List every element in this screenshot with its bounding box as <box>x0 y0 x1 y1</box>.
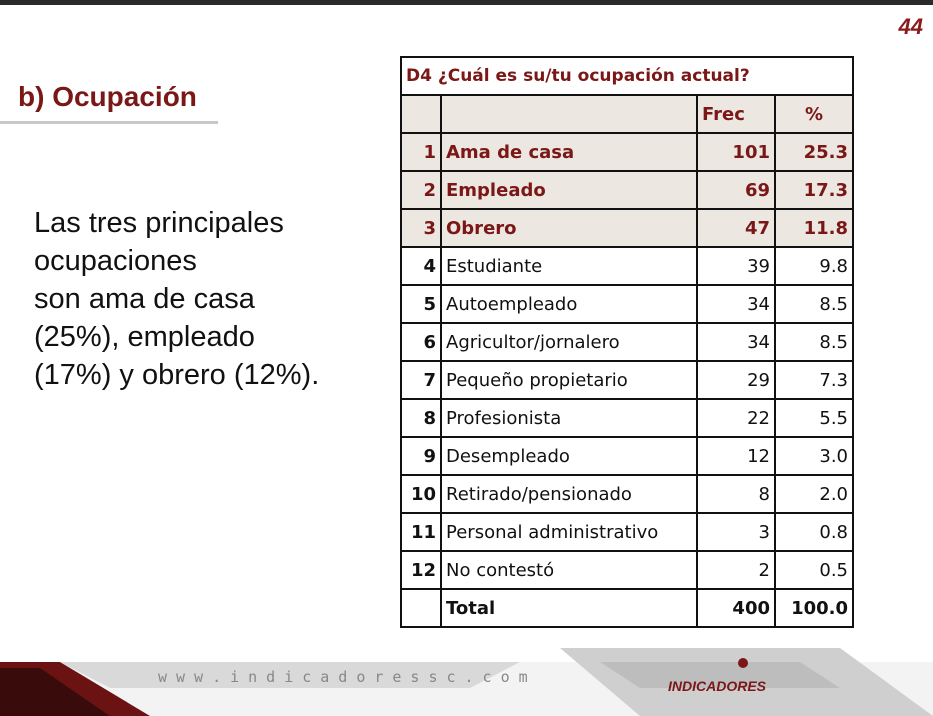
row-pct: 25.3 <box>775 133 853 171</box>
top-bar <box>0 0 933 5</box>
header-blank <box>441 95 697 133</box>
table-row <box>401 437 853 475</box>
row-label: Obrero <box>441 209 697 247</box>
header-freq: Frec <box>697 95 775 133</box>
logo-dot <box>738 658 748 668</box>
row-number: 2 <box>401 171 441 209</box>
row-freq: 34 <box>697 323 775 361</box>
table-question: D4 ¿Cuál es su/tu ocupación actual? <box>401 57 853 95</box>
row-number: 7 <box>401 361 441 399</box>
row-label: Profesionista <box>441 399 697 437</box>
row-label: Estudiante <box>441 247 697 285</box>
table-row <box>401 399 853 437</box>
row-freq: 22 <box>697 399 775 437</box>
total-freq: 400 <box>697 589 775 627</box>
table-row <box>401 323 853 361</box>
row-freq: 29 <box>697 361 775 399</box>
row-label: Desempleado <box>441 437 697 475</box>
row-number: 3 <box>401 209 441 247</box>
table-row <box>401 361 853 399</box>
header-pct: % <box>775 95 853 133</box>
table-row <box>401 551 853 589</box>
row-pct: 17.3 <box>775 171 853 209</box>
row-freq: 3 <box>697 513 775 551</box>
row-pct: 8.5 <box>775 285 853 323</box>
row-freq: 69 <box>697 171 775 209</box>
row-freq: 2 <box>697 551 775 589</box>
row-label: Autoempleado <box>441 285 697 323</box>
row-label: Personal administrativo <box>441 513 697 551</box>
row-label: Retirado/pensionado <box>441 475 697 513</box>
footer-logo: INDICADORES <box>668 678 767 694</box>
table-header-row <box>401 95 853 133</box>
row-pct: 3.0 <box>775 437 853 475</box>
section-title: b) Ocupación <box>18 81 197 112</box>
table-row <box>401 209 853 247</box>
header-blank <box>401 95 441 133</box>
table-row <box>401 285 853 323</box>
row-freq: 47 <box>697 209 775 247</box>
row-number: 9 <box>401 437 441 475</box>
table-total-row <box>401 589 853 627</box>
page-number: 44 <box>898 14 923 39</box>
table-question-row <box>401 57 853 95</box>
row-pct: 11.8 <box>775 209 853 247</box>
row-label: Pequeño propietario <box>441 361 697 399</box>
summary-text: Las tres principales ocupaciones son ama de casa (25%), empleado (17%) y obrero (12%). <box>34 207 320 391</box>
row-number: 1 <box>401 133 441 171</box>
total-blank <box>401 589 441 627</box>
table-row <box>401 247 853 285</box>
total-label: Total <box>441 589 697 627</box>
row-pct: 5.5 <box>775 399 853 437</box>
total-pct: 100.0 <box>775 589 853 627</box>
row-pct: 8.5 <box>775 323 853 361</box>
row-pct: 2.0 <box>775 475 853 513</box>
table-row <box>401 133 853 171</box>
row-label: Ama de casa <box>441 133 697 171</box>
row-pct: 0.8 <box>775 513 853 551</box>
title-underline <box>0 121 218 124</box>
row-label: Agricultor/jornalero <box>441 323 697 361</box>
row-freq: 34 <box>697 285 775 323</box>
row-freq: 8 <box>697 475 775 513</box>
row-pct: 0.5 <box>775 551 853 589</box>
row-number: 10 <box>401 475 441 513</box>
row-number: 12 <box>401 551 441 589</box>
row-number: 6 <box>401 323 441 361</box>
row-freq: 39 <box>697 247 775 285</box>
row-freq: 101 <box>697 133 775 171</box>
row-number: 5 <box>401 285 441 323</box>
table-row <box>401 513 853 551</box>
row-freq: 12 <box>697 437 775 475</box>
table-row <box>401 171 853 209</box>
table-row <box>401 475 853 513</box>
row-label: No contestó <box>441 551 697 589</box>
row-number: 11 <box>401 513 441 551</box>
row-label: Empleado <box>441 171 697 209</box>
footer-url: www.indicadoressc.com <box>158 668 537 686</box>
row-pct: 7.3 <box>775 361 853 399</box>
row-number: 4 <box>401 247 441 285</box>
occupation-table <box>400 56 854 628</box>
row-number: 8 <box>401 399 441 437</box>
row-pct: 9.8 <box>775 247 853 285</box>
